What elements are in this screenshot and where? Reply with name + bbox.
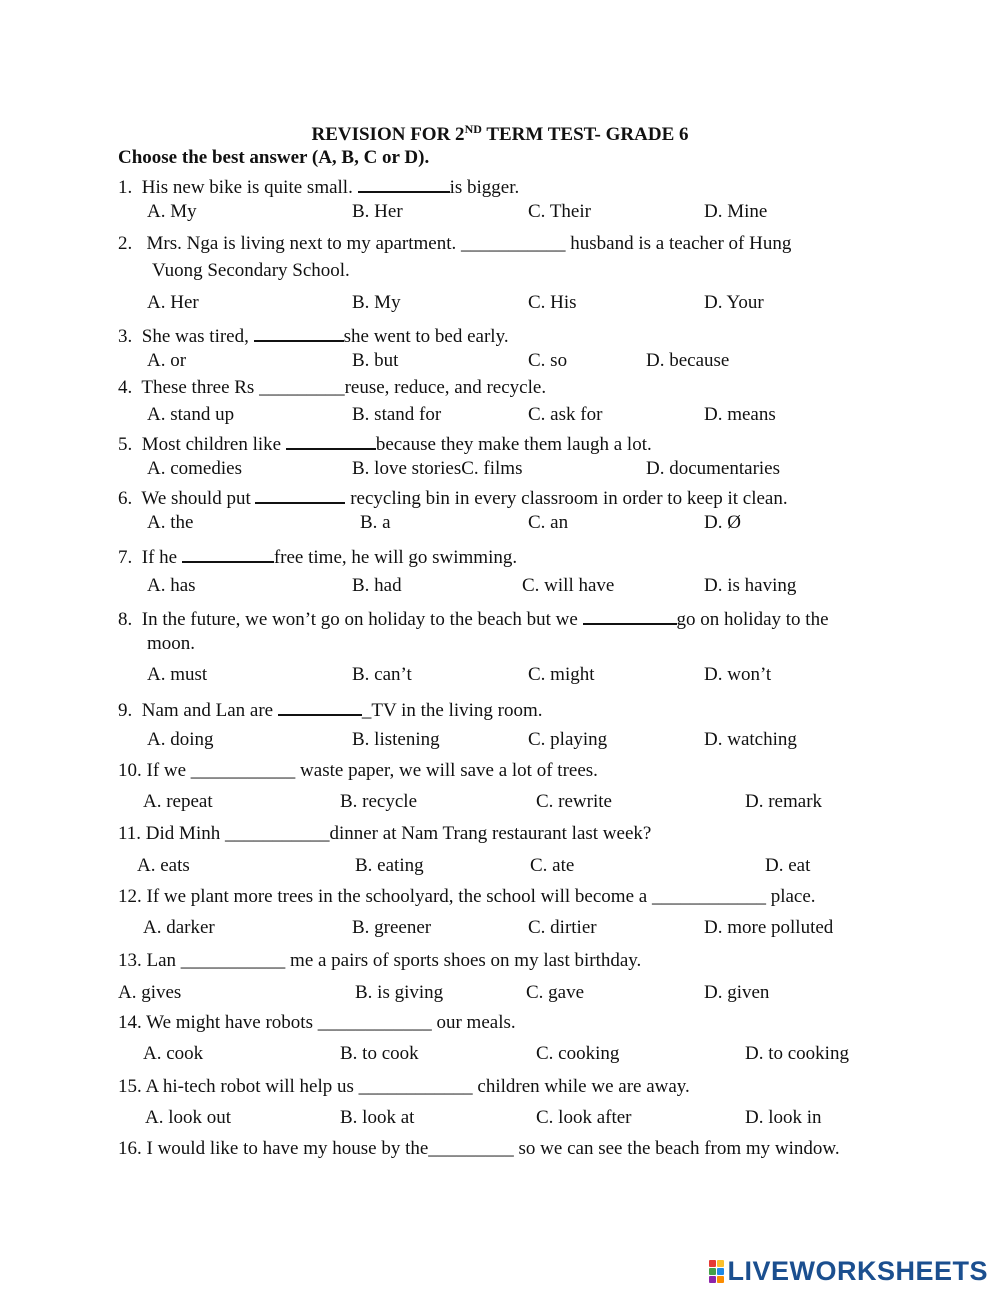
answer-blank[interactable] — [278, 697, 362, 716]
logo-square — [717, 1276, 724, 1283]
question-8-continued: moon. — [147, 633, 196, 654]
option-b[interactable]: B. look at — [340, 1107, 415, 1128]
option-b[interactable]: B. is giving — [355, 982, 444, 1003]
option-b[interactable]: B. recycle — [340, 791, 418, 812]
question-2: 2. Mrs. Nga is living next to my apartment. ___________ husband is a teacher of Hung — [118, 233, 792, 254]
option-c[interactable]: C. an — [528, 512, 569, 533]
option-b[interactable]: B. eating — [355, 855, 424, 876]
question-13: 13. Lan ___________ me a pairs of sports shoes on my last birthday. — [118, 950, 642, 971]
option-b[interactable]: B. stand for — [352, 404, 442, 425]
option-a[interactable]: A. Her — [147, 292, 199, 313]
option-c[interactable]: C. rewrite — [536, 791, 612, 812]
option-a[interactable]: A. eats — [137, 855, 190, 876]
option-d[interactable]: D. is having — [704, 575, 797, 596]
option-b[interactable]: B. Her — [352, 201, 403, 222]
option-a[interactable]: A. doing — [147, 729, 214, 750]
option-c[interactable]: C. will have — [522, 575, 615, 596]
option-a[interactable]: A. has — [147, 575, 196, 596]
logo-square — [709, 1260, 716, 1267]
option-d[interactable]: D. eat — [765, 855, 811, 876]
option-c[interactable]: C. gave — [526, 982, 585, 1003]
option-c[interactable]: C. might — [528, 664, 595, 685]
option-c[interactable]: C. cooking — [536, 1043, 620, 1064]
option-d[interactable]: D. to cooking — [745, 1043, 849, 1064]
logo-square — [717, 1268, 724, 1275]
option-d[interactable]: D. because — [646, 350, 730, 371]
option-c[interactable]: C. His — [528, 292, 577, 313]
option-d[interactable]: D. given — [704, 982, 770, 1003]
option-a[interactable]: A. look out — [145, 1107, 232, 1128]
option-b[interactable]: B. My — [352, 292, 401, 313]
option-c[interactable]: C. so — [528, 350, 568, 371]
option-b[interactable]: B. had — [352, 575, 402, 596]
option-c[interactable]: C. ask for — [528, 404, 603, 425]
option-a[interactable]: A. cook — [143, 1043, 204, 1064]
option-b-c[interactable]: B. love storiesC. films — [352, 458, 523, 479]
option-c[interactable]: C. look after — [536, 1107, 632, 1128]
question-5: 5. Most children like because they make them laugh a lot. — [118, 431, 652, 456]
option-d[interactable]: D. more polluted — [704, 917, 834, 938]
option-b[interactable]: B. listening — [352, 729, 440, 750]
question-7: 7. If he free time, he will go swimming. — [118, 544, 517, 569]
answer-blank[interactable] — [583, 606, 677, 625]
option-d[interactable]: D. means — [704, 404, 776, 425]
option-a[interactable]: A. repeat — [143, 791, 213, 812]
option-c[interactable]: C. dirtier — [528, 917, 597, 938]
option-a[interactable]: A. darker — [143, 917, 215, 938]
option-d[interactable]: D. remark — [745, 791, 823, 812]
option-b[interactable]: B. a — [360, 512, 391, 533]
question-10: 10. If we ___________ waste paper, we will save a lot of trees. — [118, 760, 598, 781]
option-a[interactable]: A. gives — [118, 982, 182, 1003]
answer-blank[interactable] — [254, 323, 344, 342]
option-b[interactable]: B. greener — [352, 917, 432, 938]
option-a[interactable]: A. or — [147, 350, 187, 371]
option-c[interactable]: C. playing — [528, 729, 608, 750]
option-c[interactable]: C. Their — [528, 201, 591, 222]
option-a[interactable]: A. My — [147, 201, 197, 222]
question-8: 8. In the future, we won’t go on holiday to the beach but we go on holiday to the — [118, 606, 829, 631]
question-12: 12. If we plant more trees in the schoolyard, the school will become a ____________ place. — [118, 886, 816, 907]
option-b[interactable]: B. can’t — [352, 664, 412, 685]
liveworksheets-logo — [709, 1256, 988, 1286]
option-d[interactable]: D. watching — [704, 729, 797, 750]
logo-icon — [709, 1260, 724, 1283]
logo-square — [709, 1276, 716, 1283]
option-a[interactable]: A. must — [147, 664, 208, 685]
question-14: 14. We might have robots ____________ our meals. — [118, 1012, 516, 1033]
option-d[interactable]: D. Mine — [704, 201, 768, 222]
answer-blank[interactable] — [182, 544, 274, 563]
option-c[interactable]: C. ate — [530, 855, 575, 876]
option-a[interactable]: A. stand up — [147, 404, 235, 425]
question-3: 3. She was tired, she went to bed early. — [118, 323, 509, 348]
option-a[interactable]: A. the — [147, 512, 194, 533]
answer-blank[interactable] — [358, 174, 450, 193]
question-11: 11. Did Minh ___________dinner at Nam Trang restaurant last week? — [118, 823, 652, 844]
answer-blank[interactable] — [255, 485, 345, 504]
question-6: 6. We should put recycling bin in every classroom in order to keep it clean. — [118, 485, 788, 510]
logo-text: LIVEWORKSHEETS — [727, 1255, 988, 1286]
option-a[interactable]: A. comedies — [147, 458, 242, 479]
logo-square — [717, 1260, 724, 1267]
question-15: 15. A hi-tech robot will help us ____________ children while we are away. — [118, 1076, 690, 1097]
question-1: 1. His new bike is quite small. is bigger. — [118, 174, 519, 199]
answer-blank[interactable] — [286, 431, 376, 450]
question-16: 16. I would like to have my house by the_________ so we can see the beach from my window. — [118, 1138, 840, 1159]
option-d[interactable]: D. Your — [704, 292, 764, 313]
option-b[interactable]: B. but — [352, 350, 399, 371]
option-d[interactable]: D. Ø — [704, 512, 741, 533]
option-d[interactable]: D. documentaries — [646, 458, 781, 479]
option-d[interactable]: D. look in — [745, 1107, 822, 1128]
question-9: 9. Nam and Lan are _TV in the living room. — [118, 697, 543, 722]
instruction: Choose the best answer (A, B, C or D). — [118, 147, 430, 168]
question-2-continued: Vuong Secondary School. — [152, 260, 350, 281]
question-4: 4. These three Rs _________reuse, reduce, and recycle. — [118, 377, 547, 398]
page-title: REVISION FOR 2ND TERM TEST- GRADE 6 — [311, 122, 689, 145]
option-d[interactable]: D. won’t — [704, 664, 772, 685]
logo-square — [709, 1268, 716, 1275]
option-b[interactable]: B. to cook — [340, 1043, 419, 1064]
